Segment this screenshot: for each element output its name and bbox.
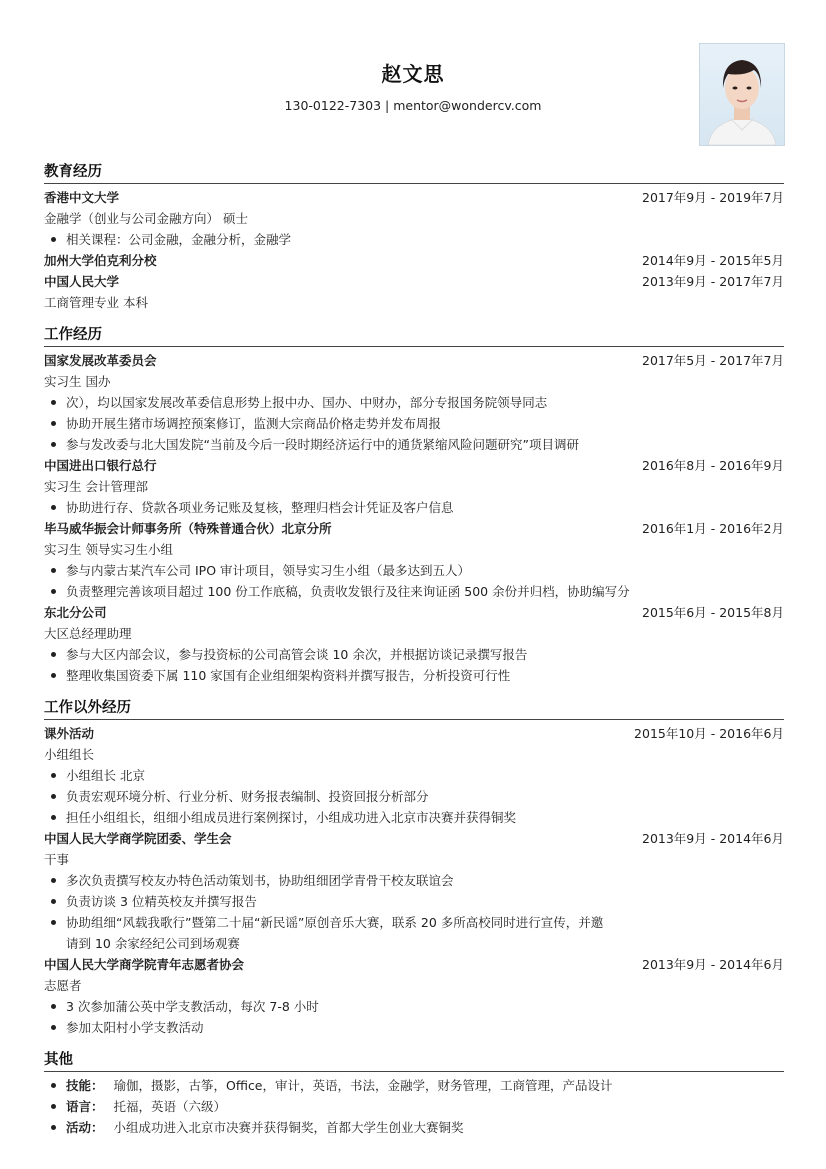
bullet-item: 小组组长 北京 — [44, 765, 784, 786]
bullet-item: 协助进行存、贷款各项业务记账及复核，整理归档会计凭证及客户信息 — [44, 497, 784, 518]
resume-body — [44, 150, 784, 1138]
section-title-other: 其他 — [44, 1048, 784, 1072]
work-entry — [44, 455, 784, 518]
bullet-item: 多次负责撰写校友办特色活动策划书，协助组细团学青骨干校友联谊会 — [44, 870, 784, 891]
entry-date: 2015年6月 - 2015年8月 — [642, 605, 784, 620]
activity-entry — [44, 828, 784, 954]
activity-name: 课外活动 — [44, 726, 95, 741]
bullet-item: 3 次参加蒲公英中学支教活动，每次 7-8 小时 — [44, 996, 784, 1017]
activities-item — [44, 1117, 784, 1138]
bullet-item: 整理收集国资委下属 110 家国有企业组细架构资料并撰写报告，分析投资可行性 — [44, 665, 784, 686]
role: 干事 — [44, 852, 70, 867]
item-label: 活动： — [66, 1120, 104, 1135]
bullet-item: 担任小组组长，组细小组成员进行案例探讨，小组成功进入北京市决赛并获得铜奖 — [44, 807, 784, 828]
activity-entry — [44, 954, 784, 1038]
item-text: 小组成功进入北京市决赛并获得铜奖，首都大学生创业大赛铜奖 — [113, 1120, 464, 1135]
section-title-extracurricular: 工作以外经历 — [44, 696, 784, 720]
role: 志愿者 — [44, 978, 82, 993]
bullet-item: 协助组细“风载我歌行”暨第二十届“新民谣”原创音乐大赛，联系 20 多所高校同时进行宣传，并邀 — [44, 912, 784, 933]
bullet-item: 次），均以国家发展改革委信息形势上报中办、国办、中财办，部分专报国务院领导同志 — [44, 392, 784, 413]
job-title: 实习生 领导实习生小组 — [44, 542, 173, 557]
bullet-item: 负责宏观环境分析、行业分析、财务报表编制、投资回报分析部分 — [44, 786, 784, 807]
education-entry — [44, 187, 784, 250]
education-entry — [44, 271, 784, 313]
degree: 工商管理专业 本科 — [44, 295, 148, 310]
school-name: 中国人民大学 — [44, 274, 120, 289]
bullet-item: 协助开展生猪市场调控预案修订，监测大宗商品价格走势并发布周报 — [44, 413, 784, 434]
bullet-item: 参与大区内部会议，参与投资标的公司高管会谈 10 余次，并根据访谈记录撰写报告 — [44, 644, 784, 665]
company-name: 东北分公司 — [44, 605, 107, 620]
bullet-item: 参加太阳村小学支教活动 — [44, 1017, 784, 1038]
company-name: 国家发展改革委员会 — [44, 353, 157, 368]
portrait-image — [700, 44, 784, 145]
profile-photo — [699, 43, 785, 146]
skills-item — [44, 1075, 784, 1096]
activity-name: 中国人民大学商学院团委、学生会 — [44, 831, 232, 846]
activity-name: 中国人民大学商学院青年志愿者协会 — [44, 957, 245, 972]
bullet-item: 负责整理完善该项目超过 100 份工作底稿，负责收发银行及往来询证函 500 余份并归档，协助编写分 — [44, 581, 784, 602]
company-name: 中国进出口银行总行 — [44, 458, 157, 473]
entry-date: 2013年9月 - 2014年6月 — [642, 957, 784, 972]
job-title: 实习生 国办 — [44, 374, 111, 389]
section-title-work: 工作经历 — [44, 323, 784, 347]
job-title: 实习生 会计管理部 — [44, 479, 148, 494]
entry-date: 2014年9月 - 2015年5月 — [642, 253, 784, 268]
entry-date: 2016年1月 - 2016年2月 — [642, 521, 784, 536]
contact-info: 130-0122-7303 | mentor@wondercv.com — [284, 98, 542, 113]
entry-date: 2017年5月 - 2017年7月 — [642, 353, 784, 368]
bullet-item: 负责访谈 3 位精英校友并撰写报告 — [44, 891, 784, 912]
entry-date: 2013年9月 - 2017年7月 — [642, 274, 784, 289]
bullet-item: 参与发改委与北大国发院“当前及今后一段时期经济运行中的通货紧缩风险问题研究”项目调研 — [44, 434, 784, 455]
job-title: 大区总经理助理 — [44, 626, 132, 641]
role: 小组组长 — [44, 747, 95, 762]
section-title-education: 教育经历 — [44, 160, 784, 184]
item-text: 托福，英语（六级） — [113, 1099, 227, 1114]
entry-date: 2016年8月 - 2016年9月 — [642, 458, 784, 473]
entry-date: 2017年9月 - 2019年7月 — [642, 190, 784, 205]
work-entry — [44, 350, 784, 455]
activity-entry — [44, 723, 784, 828]
item-label: 语言： — [66, 1099, 104, 1114]
education-entry — [44, 250, 784, 271]
work-entry — [44, 518, 784, 602]
bullet-item: 相关课程：公司金融，金融分析，金融学 — [44, 229, 784, 250]
candidate-name: 赵文思 — [381, 62, 445, 86]
work-entry — [44, 602, 784, 686]
degree: 金融学（创业与公司金融方向） 硕士 — [44, 211, 248, 226]
company-name: 毕马威华振会计师事务所（特殊普通合伙）北京分所 — [44, 521, 332, 536]
item-label: 技能： — [66, 1078, 104, 1093]
bullet-item: 参与内蒙古某汽车公司 IPO 审计项目，领导实习生小组（最多达到五人） — [44, 560, 784, 581]
school-name: 香港中文大学 — [44, 190, 120, 205]
school-name: 加州大学伯克利分校 — [44, 253, 157, 268]
bullet-continuation: 请到 10 余家经纪公司到场观赛 — [66, 936, 240, 951]
entry-date: 2015年10月 - 2016年6月 — [634, 726, 784, 741]
item-text: 瑜伽，摄影，古筝，Office，审计，英语，书法，金融学，财务管理，工商管理，产品设计 — [113, 1078, 613, 1093]
languages-item — [44, 1096, 784, 1117]
entry-date: 2013年9月 - 2014年6月 — [642, 831, 784, 846]
